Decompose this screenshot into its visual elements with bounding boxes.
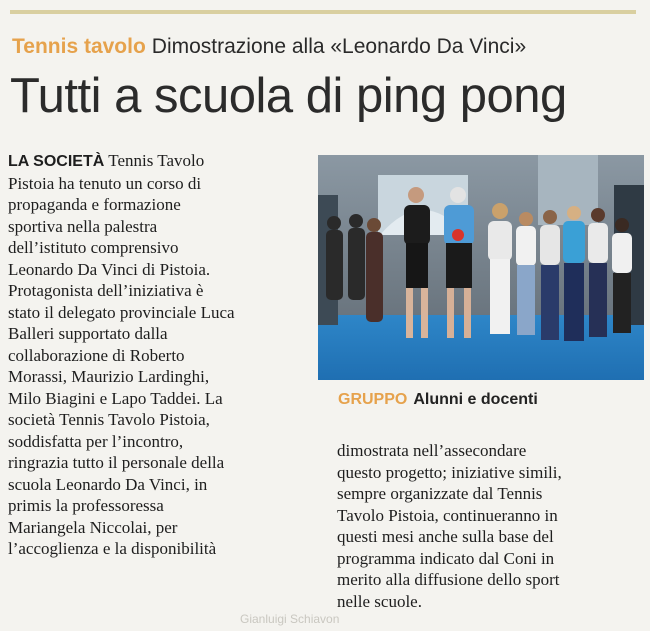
photo-caption	[338, 391, 538, 409]
article-line: Mariangela Niccolai, per	[8, 517, 178, 537]
article-line: scuola Leonardo Da Vinci, in	[8, 474, 208, 494]
article-line: l’accoglienza e la disponibilità	[8, 539, 217, 558]
article-line: Pistoia ha tenuto un corso di	[8, 173, 202, 193]
article-line: questi mesi anche sulla base del	[337, 527, 554, 546]
kicker-subtitle: Dimostrazione alla «Leonardo Da Vinci»	[151, 35, 527, 58]
headline: Tutti a scuola di ping pong	[10, 69, 567, 123]
bleed-through-text: Gianluigi Schiavon	[240, 612, 340, 626]
article-line: LA SOCIETÀ Tennis Tavolo	[8, 151, 205, 170]
article-lead: LA SOCIETÀ	[8, 153, 105, 170]
article-line: Morassi, Maurizio Lardinghi,	[8, 367, 210, 386]
article-line: collaborazione di Roberto	[8, 345, 185, 365]
article-line: Tavolo Pistoia, continueranno in	[337, 505, 558, 525]
group-photo-illustration	[318, 155, 644, 380]
group-photo	[318, 155, 644, 380]
article-line: primis la professoressa	[8, 496, 164, 515]
article-line: Leonardo Da Vinci di Pistoia.	[8, 259, 211, 279]
caption-label: GRUPPO	[338, 391, 408, 408]
article-line: Milo Biagini e Lapo Taddei. La	[8, 388, 223, 408]
top-rule	[10, 10, 636, 14]
article-line: merito alla diffusione dello sport	[337, 570, 560, 589]
article-line: soddisfatta per l’incontro,	[8, 431, 184, 451]
article-line: dimostrata nell’assecondare	[337, 441, 527, 460]
article-line: Protagonista dell’iniziativa è	[8, 281, 204, 300]
article-line: dell’istituto comprensivo	[8, 238, 179, 257]
section-label: Tennis tavolo	[12, 35, 146, 58]
article-line: nelle scuole.	[337, 591, 422, 611]
article-line: Balleri supportato dalla	[8, 324, 168, 343]
article-line: propaganda e formazione	[8, 195, 181, 214]
article-line: sempre organizzate dal Tennis	[337, 484, 543, 503]
article-column-1	[8, 150, 308, 560]
article-line: questo progetto; iniziative simili,	[337, 462, 562, 482]
caption-text: Alunni e docenti	[413, 391, 538, 408]
article-line: stato il delegato provinciale Luca	[8, 302, 235, 322]
article-line: ringrazia tutto il personale della	[8, 453, 225, 472]
article-column-2	[337, 440, 637, 612]
article-line: sportiva nella palestra	[8, 216, 158, 236]
article-line: società Tennis Tavolo Pistoia,	[8, 410, 210, 429]
kicker	[12, 34, 526, 60]
article-line: programma indicato dal Coni in	[337, 548, 555, 568]
